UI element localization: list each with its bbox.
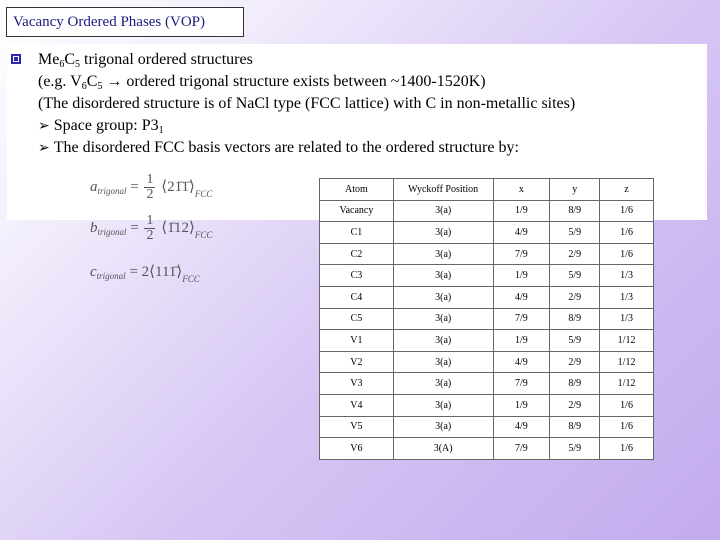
header-atom: Atom bbox=[320, 179, 394, 201]
cell-z: 1/6 bbox=[600, 243, 654, 265]
line2-sub1: 6 bbox=[81, 81, 87, 92]
cell-x: 4/9 bbox=[493, 351, 550, 373]
line2-sub2: 5 bbox=[97, 81, 103, 92]
bullet-line-1 bbox=[38, 50, 253, 70]
cell-x: 1/9 bbox=[493, 265, 550, 287]
line2-pre: (e.g. V bbox=[38, 73, 82, 90]
eq-a-fraction bbox=[144, 173, 155, 202]
cell-y: 2/9 bbox=[550, 351, 600, 373]
cell-y: 8/9 bbox=[550, 200, 600, 222]
cell-z: 1/6 bbox=[600, 416, 654, 438]
line2-post: → ordered trigonal structure exists between ~1400-1520K) bbox=[102, 73, 486, 90]
cell-atom: V4 bbox=[320, 394, 394, 416]
cell-x: 1/9 bbox=[493, 200, 550, 222]
cell-wyckoff: 3(a) bbox=[393, 200, 493, 222]
sub-bullet-basis-vectors bbox=[38, 138, 519, 158]
cell-y: 2/9 bbox=[550, 286, 600, 308]
eq-a-sub: trigonal bbox=[97, 185, 127, 196]
header-wyckoff: Wyckoff Position bbox=[393, 179, 493, 201]
cell-y: 5/9 bbox=[550, 438, 600, 460]
cell-y: 5/9 bbox=[550, 222, 600, 244]
eq-c-coef: 2 bbox=[141, 264, 150, 280]
bullet-line-2 bbox=[38, 72, 486, 92]
cell-wyckoff: 3(a) bbox=[393, 243, 493, 265]
equation-b: $b_{trigonal}$ = $\frac{1}{2}$ $⟨1̄12⟩_{FCC}$ bbox=[90, 213, 213, 243]
cell-wyckoff: 3(a) bbox=[393, 416, 493, 438]
cell-atom: C1 bbox=[320, 222, 394, 244]
eq-b-vector: b bbox=[90, 219, 98, 236]
cell-x: 1/9 bbox=[493, 330, 550, 352]
cell-z: 1/12 bbox=[600, 351, 654, 373]
eq-c-sub: trigonal bbox=[96, 271, 126, 281]
line1-sub1: 6 bbox=[59, 59, 65, 70]
header-z: z bbox=[600, 179, 654, 201]
cell-y: 8/9 bbox=[550, 308, 600, 330]
cell-atom: V2 bbox=[320, 351, 394, 373]
sub-bullet-space-group bbox=[38, 116, 164, 136]
cell-z: 1/6 bbox=[600, 394, 654, 416]
eq-b-den: 2 bbox=[146, 228, 154, 243]
cell-x: 7/9 bbox=[493, 438, 550, 460]
cell-atom: C4 bbox=[320, 286, 394, 308]
cell-y: 2/9 bbox=[550, 394, 600, 416]
line5-text: The disordered FCC basis vectors are related to the ordered structure by: bbox=[53, 139, 519, 156]
eq-b-indices: ⟨1̄12⟩ bbox=[161, 219, 195, 236]
cell-wyckoff: 3(a) bbox=[393, 330, 493, 352]
line3-text: (The disordered structure is of NaCl type (FCC lattice) with C in non-metallic sites) bbox=[38, 95, 576, 112]
eq-a-indices: ⟨21̄1̄⟩ bbox=[161, 178, 195, 195]
bullet-line-3 bbox=[38, 94, 575, 114]
cell-x: 7/9 bbox=[493, 243, 550, 265]
cell-z: 1/6 bbox=[600, 200, 654, 222]
line1-mid: C bbox=[64, 51, 75, 68]
line1-pre: Me bbox=[38, 51, 60, 68]
cell-wyckoff: 3(a) bbox=[393, 373, 493, 395]
table-row bbox=[320, 265, 654, 287]
cell-atom: C3 bbox=[320, 265, 394, 287]
cell-wyckoff: 3(a) bbox=[393, 265, 493, 287]
cell-wyckoff: 3(a) bbox=[393, 351, 493, 373]
table-row bbox=[320, 373, 654, 395]
table-row bbox=[320, 394, 654, 416]
eq-b-sub: trigonal bbox=[97, 226, 127, 237]
eq-a-lattice: FCC bbox=[194, 188, 213, 199]
table-row bbox=[320, 286, 654, 308]
slide-title bbox=[6, 7, 244, 37]
slide-title-text: Vacancy Ordered Phases (VOP) bbox=[13, 13, 206, 30]
cell-wyckoff: 3(a) bbox=[393, 222, 493, 244]
eq-a-den: 2 bbox=[146, 187, 154, 202]
checkbox-square-icon bbox=[11, 54, 21, 64]
line1-post: trigonal ordered structures bbox=[80, 51, 253, 68]
header-x: x bbox=[493, 179, 550, 201]
cell-y: 5/9 bbox=[550, 265, 600, 287]
cell-wyckoff: 3(A) bbox=[393, 438, 493, 460]
cell-y: 8/9 bbox=[550, 416, 600, 438]
eq-a-vector: a bbox=[90, 178, 98, 195]
cell-x: 7/9 bbox=[493, 308, 550, 330]
eq-c-lattice: FCC bbox=[182, 274, 200, 284]
cell-z: 1/6 bbox=[600, 438, 654, 460]
line1-sub2: 5 bbox=[75, 59, 80, 70]
cell-x: 1/9 bbox=[493, 394, 550, 416]
cell-y: 2/9 bbox=[550, 243, 600, 265]
table-row bbox=[320, 351, 654, 373]
header-y: y bbox=[550, 179, 600, 201]
cell-wyckoff: 3(a) bbox=[393, 394, 493, 416]
eq-b-fraction bbox=[144, 214, 155, 243]
cell-atom: Vacancy bbox=[320, 200, 394, 222]
eq-c-vector: c bbox=[90, 264, 97, 280]
line2-mid: C bbox=[86, 73, 98, 90]
cell-y: 8/9 bbox=[550, 373, 600, 395]
cell-z: 1/12 bbox=[600, 330, 654, 352]
arrow-bullet-icon: ➢ bbox=[38, 118, 50, 134]
cell-atom: V1 bbox=[320, 330, 394, 352]
cell-wyckoff: 3(a) bbox=[393, 308, 493, 330]
table-header-row bbox=[320, 179, 654, 201]
cell-z: 1/6 bbox=[600, 222, 654, 244]
table-row bbox=[320, 330, 654, 352]
arrow-bullet-icon: ➢ bbox=[38, 140, 50, 156]
cell-z: 1/3 bbox=[600, 286, 654, 308]
table-row bbox=[320, 222, 654, 244]
cell-atom: V5 bbox=[320, 416, 394, 438]
cell-atom: V6 bbox=[320, 438, 394, 460]
cell-z: 1/3 bbox=[600, 265, 654, 287]
eq-b-lhs bbox=[90, 220, 127, 236]
wyckoff-table bbox=[319, 178, 654, 460]
line4-sub: 1 bbox=[158, 125, 164, 136]
cell-x: 7/9 bbox=[493, 373, 550, 395]
eq-a-lhs bbox=[90, 179, 127, 195]
cell-z: 1/3 bbox=[600, 308, 654, 330]
cell-y: 5/9 bbox=[550, 330, 600, 352]
eq-a-num: 1 bbox=[146, 172, 154, 187]
table-row bbox=[320, 243, 654, 265]
equation-c: $c_{trigonal}$ = $2⟨111̄⟩_{FCC}$ bbox=[90, 264, 200, 284]
table-row bbox=[320, 308, 654, 330]
cell-x: 4/9 bbox=[493, 222, 550, 244]
table-row bbox=[320, 416, 654, 438]
line4-pre: Space group: P3 bbox=[53, 117, 159, 134]
table-row bbox=[320, 438, 654, 460]
eq-c-lhs bbox=[90, 264, 126, 280]
cell-x: 4/9 bbox=[493, 416, 550, 438]
cell-x: 4/9 bbox=[493, 286, 550, 308]
table-row bbox=[320, 200, 654, 222]
cell-wyckoff: 3(a) bbox=[393, 286, 493, 308]
equation-a: $a_{trigonal}$ = $\frac{1}{2}$ $⟨21̄1̄⟩_{FCC}$ bbox=[90, 172, 213, 202]
cell-atom: C5 bbox=[320, 308, 394, 330]
eq-c-indices: ⟨111̄⟩ bbox=[149, 264, 183, 280]
cell-z: 1/12 bbox=[600, 373, 654, 395]
eq-b-lattice: FCC bbox=[194, 229, 213, 240]
eq-b-num: 1 bbox=[146, 213, 154, 228]
cell-atom: C2 bbox=[320, 243, 394, 265]
cell-atom: V3 bbox=[320, 373, 394, 395]
